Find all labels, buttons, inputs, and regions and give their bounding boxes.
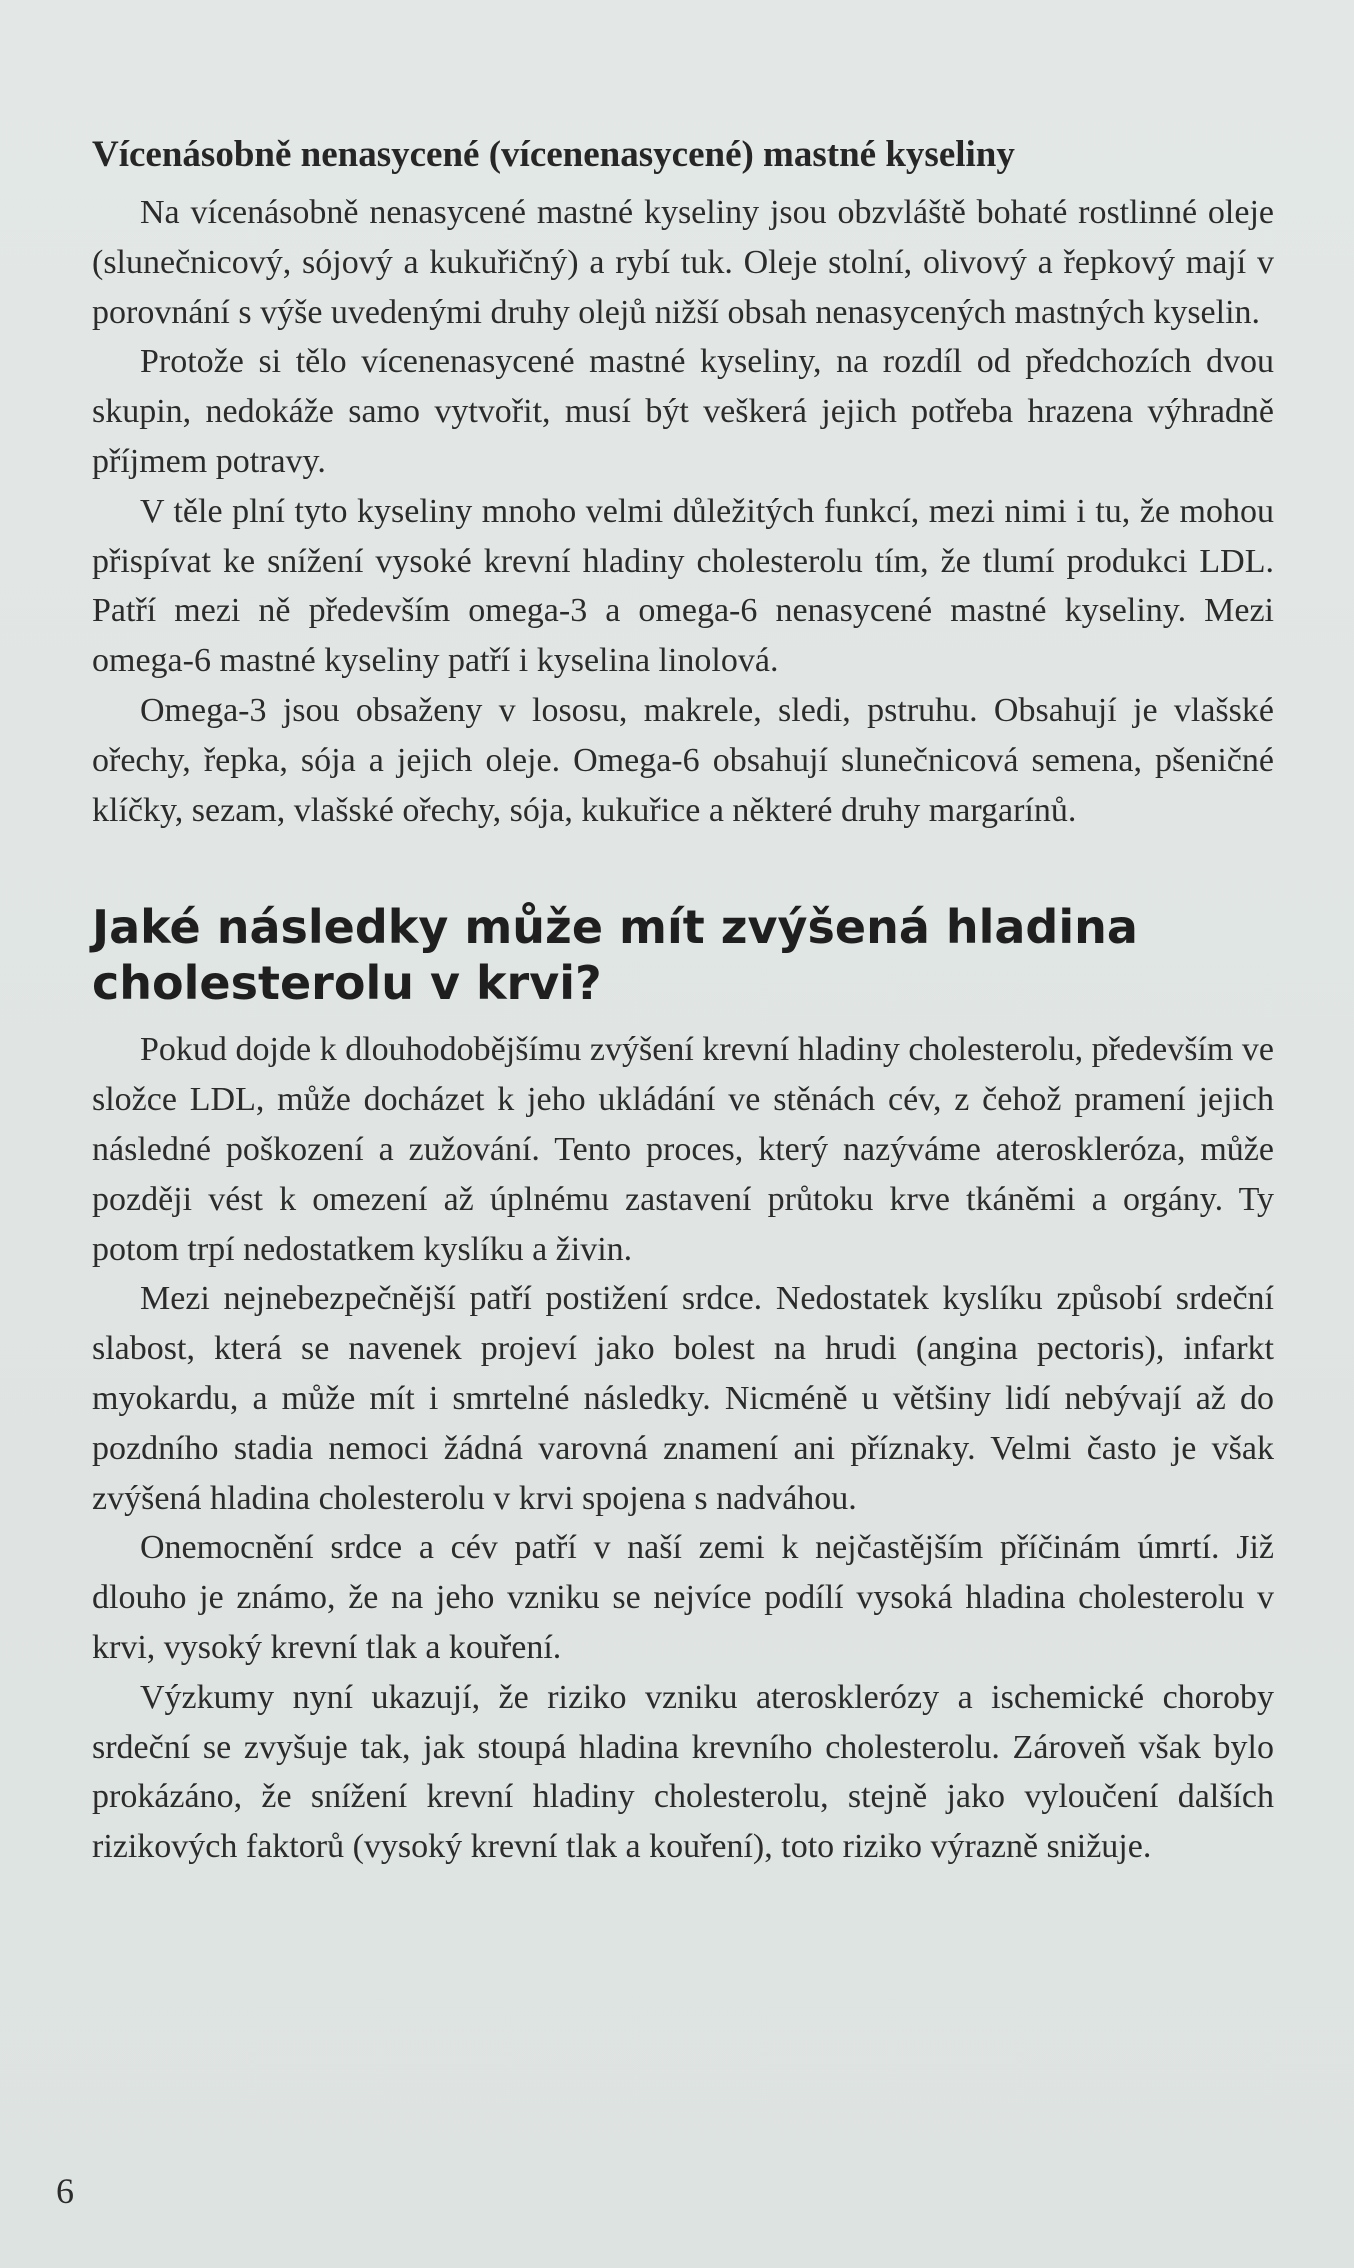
paragraph: Onemocnění srdce a cév patří v naší zemi k nejčastějším příčinám úmrtí. Již dlouho je známo, že na jeho vzniku se nejvíce podílí vysoká hladina cholesterolu v krvi, vysoký krevní tlak a kouření. <box>92 1529 1274 1666</box>
page-number: 6 <box>56 2171 74 2211</box>
paragraph: Omega-3 jsou obsaženy v lososu, makrele, sledi, pstruhu. Obsahují je vlašské ořechy, řepka, sója a jejich oleje. Omega-6 obsahují slunečnicová semena, pšeničné klíčky, sezam, vlašské ořechy, sója, kukuřice a některé druhy margarínů. <box>92 691 1274 829</box>
chapter-heading: Jaké následky může mít zvýšená hladina cholesterolu v krvi? <box>92 900 1138 1011</box>
paragraph: Výzkumy nyní ukazují, že riziko vzniku aterosklerózy a ischemické choroby srdeční se zvyšuje tak, jak stoupá hladina krevního cholesterolu. Zároveň však bylo prokázáno, že snížení krevní hladiny cholesterolu, stejně jako vyloučení dalších rizikových faktorů (vysoký krevní tlak a kouření), toto riziko výrazně snižuje. <box>92 1678 1274 1866</box>
paragraph: Protože si tělo vícenenasycené mastné kyseliny, na rozdíl od předchozích dvou skupin, nedokáže samo vytvořit, musí být veškerá jejich potřeba hrazena výhradně příjmem potravy. <box>92 343 1274 480</box>
paragraph: V těle plní tyto kyseliny mnoho velmi důležitých funkcí, mezi nimi i tu, že mohou přispívat ke snížení vysoké krevní hladiny cholesterolu tím, že tlumí produkci LDL. Patří mezi ně především omega-3 a omega-6 nenasycené mastné kyseliny. Mezi omega-6 mastné kyseliny patří i kyselina linolová. <box>92 492 1274 680</box>
section-heading: Vícenásobně nenasycené (vícenenasycené) mastné kyseliny <box>92 134 1015 175</box>
paragraph: Na vícenásobně nenasycené mastné kyseliny jsou obzvláště bohaté rostlinné oleje (slunečnicový, sójový a kukuřičný) a rybí tuk. Oleje stolní, olivový a řepkový mají v porovnání s výše uvedenými druhy olejů nižší obsah nenasycených mastných kyselin. <box>92 194 1274 331</box>
paragraph: Mezi nejnebezpečnější patří postižení srdce. Nedostatek kyslíku způsobí srdeční slabost, která se navenek projeví jako bolest na hrudi (angina pectoris), infarkt myokardu, a může mít i smrtelné následky. Nicméně u většiny lidí nebývají až do pozdního stadia nemoci žádná varovná znamení ani příznaky. Velmi často je však zvýšená hladina cholesterolu v krvi spojena s nadváhou. <box>92 1280 1274 1517</box>
paragraph: Pokud dojde k dlouhodobějšímu zvýšení krevní hladiny cholesterolu, především ve složce LDL, může docházet k jeho ukládání ve stěnách cév, z čehož pramení jejich následné poškození a zužování. Tento proces, který nazýváme ateroskleróza, může později vést k omezení až úplnému zastavení průtoku krve tkáněmi a orgány. Ty potom trpí nedostatkem kyslíku a živin. <box>92 1031 1274 1268</box>
